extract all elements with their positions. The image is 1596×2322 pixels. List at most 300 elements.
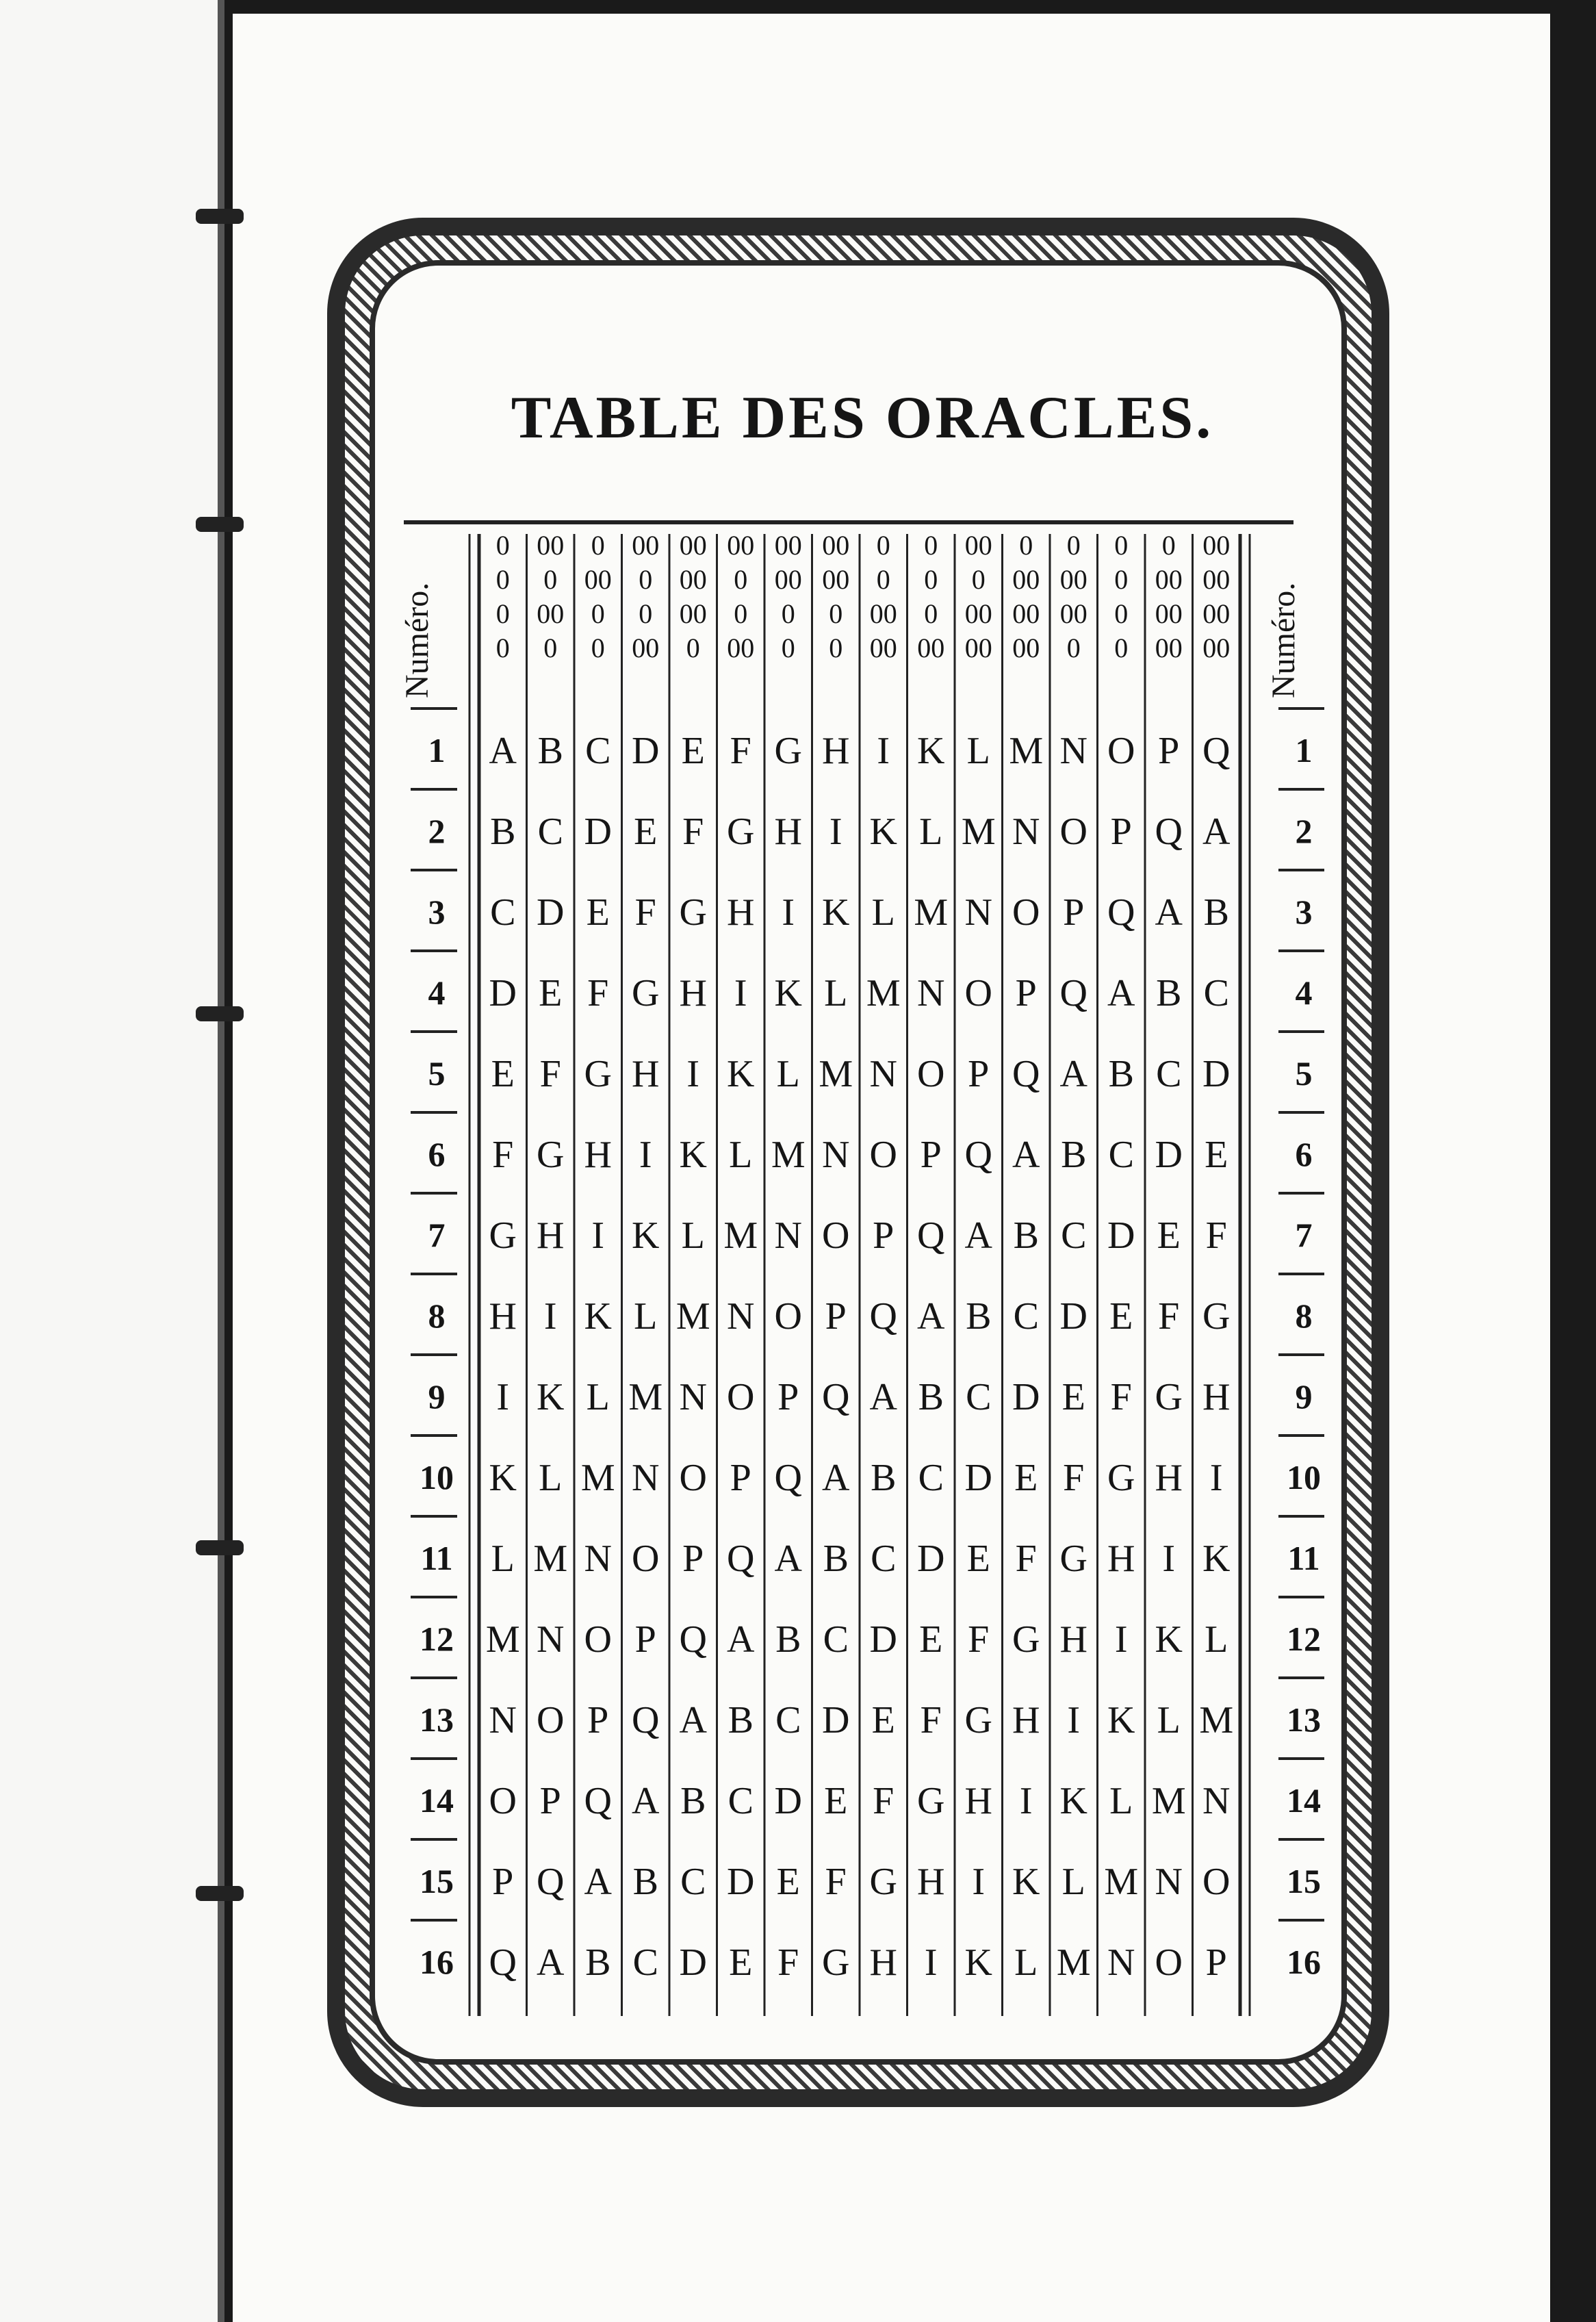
- table-cell: D: [1202, 1053, 1231, 1095]
- table-cell: H: [964, 1780, 992, 1822]
- table-cell: Q: [869, 1295, 897, 1338]
- code-cell: 0: [639, 598, 653, 629]
- table-cell: A: [917, 1295, 945, 1338]
- table-cell: N: [1155, 1861, 1183, 1903]
- code-cell: 0: [591, 633, 605, 663]
- table-cell: B: [585, 1941, 611, 1984]
- table-cell: K: [727, 1053, 755, 1095]
- table-cell: E: [1205, 1134, 1228, 1176]
- table-cell: H: [489, 1295, 517, 1338]
- table-cell: P: [920, 1134, 942, 1176]
- code-cell: 00: [917, 633, 945, 663]
- table-cell: A: [1059, 1053, 1087, 1095]
- table-cell: O: [584, 1618, 612, 1661]
- row-number-right: 12: [1287, 1620, 1321, 1658]
- table-cell: O: [1059, 811, 1087, 853]
- table-cell: M: [1104, 1861, 1139, 1903]
- table-cell: C: [1203, 972, 1229, 1015]
- table-cell: E: [1109, 1295, 1133, 1338]
- table-cell: K: [584, 1295, 612, 1338]
- table-cell: G: [727, 811, 755, 853]
- table-cell: I: [543, 1295, 557, 1338]
- row-number-right: 9: [1295, 1377, 1313, 1416]
- code-cell: 00: [727, 530, 755, 561]
- table-cell: I: [1067, 1699, 1081, 1742]
- row-number-right: 16: [1287, 1943, 1321, 1981]
- code-cell: 00: [679, 564, 707, 595]
- table-cell: G: [1155, 1376, 1183, 1418]
- code-cell: 00: [1202, 633, 1231, 663]
- code-cell: 0: [876, 530, 890, 561]
- table-cell: Q: [1012, 1053, 1040, 1095]
- table-cell: H: [1107, 1538, 1135, 1580]
- code-cell: 00: [869, 633, 897, 663]
- table-cell: E: [491, 1053, 515, 1095]
- table-cell: O: [1155, 1941, 1183, 1984]
- table-cell: N: [489, 1699, 517, 1742]
- row-number-right: 11: [1287, 1539, 1320, 1577]
- table-cell: K: [679, 1134, 707, 1176]
- table-cell: Q: [679, 1618, 707, 1661]
- row-number-right: 6: [1295, 1135, 1313, 1173]
- table-cell: I: [686, 1053, 700, 1095]
- code-cell: 0: [734, 564, 748, 595]
- table-cell: A: [489, 730, 517, 772]
- row-number-left: 8: [428, 1297, 446, 1335]
- table-cell: D: [822, 1699, 850, 1742]
- table-cell: C: [823, 1618, 849, 1661]
- table-cell: M: [914, 891, 949, 934]
- table-cell: L: [729, 1134, 753, 1176]
- table-cell: I: [1209, 1457, 1223, 1499]
- table-cell: L: [824, 972, 848, 1015]
- table-cell: H: [537, 1214, 565, 1257]
- table-cell: K: [537, 1376, 565, 1418]
- table-cell: I: [734, 972, 747, 1015]
- table-cell: F: [539, 1053, 561, 1095]
- table-cell: B: [632, 1861, 658, 1903]
- table-cell: E: [1157, 1214, 1181, 1257]
- table-cell: Q: [774, 1457, 802, 1499]
- code-cell: 00: [1155, 633, 1183, 663]
- table-cell: Q: [1202, 730, 1231, 772]
- code-cell: 00: [1202, 598, 1231, 629]
- code-cell: 00: [774, 530, 802, 561]
- table-cell: G: [917, 1780, 945, 1822]
- table-cell: D: [1107, 1214, 1135, 1257]
- table-cell: M: [675, 1295, 710, 1338]
- table-cell: K: [1107, 1699, 1135, 1742]
- table-cell: D: [537, 891, 565, 934]
- table-cell: B: [1108, 1053, 1134, 1095]
- code-cell: 0: [1019, 530, 1033, 561]
- table-cell: F: [1158, 1295, 1180, 1338]
- table-cell: Q: [1059, 972, 1087, 1015]
- code-cell: 0: [543, 564, 558, 595]
- table-cell: E: [871, 1699, 895, 1742]
- table-cell: M: [1151, 1780, 1186, 1822]
- table-cell: P: [825, 1295, 847, 1338]
- table-cell: K: [917, 730, 945, 772]
- table-cell: H: [1012, 1699, 1040, 1742]
- code-cell: 00: [869, 598, 897, 629]
- table-cell: L: [1157, 1699, 1181, 1742]
- table-cell: C: [632, 1941, 658, 1984]
- table-cell: Q: [489, 1941, 517, 1984]
- table-cell: K: [632, 1214, 660, 1257]
- code-cell: 00: [822, 530, 850, 561]
- table-cell: C: [680, 1861, 706, 1903]
- table-cell: I: [1162, 1538, 1176, 1580]
- table-cell: O: [822, 1214, 850, 1257]
- code-cell: 0: [924, 598, 938, 629]
- table-cell: O: [964, 972, 992, 1015]
- code-cell: 0: [829, 598, 843, 629]
- table-cell: Q: [727, 1538, 755, 1580]
- table-cell: F: [825, 1861, 847, 1903]
- table-cell: H: [917, 1861, 945, 1903]
- table-cell: P: [1205, 1941, 1227, 1984]
- table-cell: B: [1013, 1214, 1039, 1257]
- table-cell: F: [730, 730, 751, 772]
- row-number-right: 3: [1295, 893, 1313, 931]
- table-cell: A: [869, 1376, 897, 1418]
- row-number-right: 15: [1287, 1862, 1321, 1900]
- table-cell: K: [822, 891, 850, 934]
- table-cell: H: [727, 891, 755, 934]
- code-cell: 00: [1059, 564, 1087, 595]
- table-cell: E: [586, 891, 610, 934]
- table-cell: P: [1015, 972, 1037, 1015]
- table-cell: G: [537, 1134, 565, 1176]
- table-cell: N: [537, 1618, 565, 1661]
- table-cell: O: [1012, 891, 1040, 934]
- table-cell: F: [968, 1618, 990, 1661]
- code-cell: 00: [1155, 598, 1183, 629]
- table-cell: G: [632, 972, 660, 1015]
- table-cell: I: [639, 1134, 652, 1176]
- code-cell: 00: [679, 530, 707, 561]
- code-cell: 0: [495, 530, 510, 561]
- table-cell: E: [776, 1861, 800, 1903]
- table-cell: B: [490, 811, 516, 853]
- table-cell: C: [871, 1538, 897, 1580]
- table-cell: D: [869, 1618, 897, 1661]
- code-cell: 0: [591, 530, 605, 561]
- table-cell: P: [777, 1376, 799, 1418]
- table-cell: C: [1108, 1134, 1134, 1176]
- table-cell: G: [679, 891, 707, 934]
- table-cell: D: [774, 1780, 802, 1822]
- table-cell: L: [871, 891, 895, 934]
- row-number-left: 2: [428, 812, 446, 850]
- row-number-right: 2: [1295, 812, 1313, 850]
- table-cell: O: [869, 1134, 897, 1176]
- code-cell: 00: [632, 530, 660, 561]
- table-cell: M: [961, 811, 996, 853]
- row-number-left: 6: [428, 1135, 446, 1173]
- table-cell: N: [964, 891, 992, 934]
- table-cell: G: [1202, 1295, 1231, 1338]
- table-cell: A: [632, 1780, 660, 1822]
- code-cell: 00: [822, 564, 850, 595]
- table-cell: E: [1061, 1376, 1085, 1418]
- code-cell: 00: [1012, 598, 1040, 629]
- table-cell: A: [537, 1941, 565, 1984]
- table-cell: D: [1155, 1134, 1183, 1176]
- code-cell: 00: [1059, 598, 1087, 629]
- row-number-right: 1: [1295, 731, 1313, 769]
- table-cell: G: [1107, 1457, 1135, 1499]
- code-cell: 00: [537, 530, 565, 561]
- table-cell: L: [681, 1214, 705, 1257]
- table-cell: N: [727, 1295, 755, 1338]
- table-cell: D: [1012, 1376, 1040, 1418]
- row-number-left: 13: [420, 1700, 454, 1739]
- code-cell: 0: [734, 598, 748, 629]
- table-cell: O: [917, 1053, 945, 1095]
- table-cell: D: [727, 1861, 755, 1903]
- row-number-left: 5: [428, 1054, 446, 1093]
- table-cell: N: [679, 1376, 707, 1418]
- table-cell: D: [964, 1457, 992, 1499]
- table-cell: C: [1156, 1053, 1182, 1095]
- table-cell: P: [1110, 811, 1132, 853]
- code-cell: 0: [495, 598, 510, 629]
- table-cell: L: [586, 1376, 610, 1418]
- table-cell: P: [1063, 891, 1085, 934]
- table-cell: K: [1202, 1538, 1231, 1580]
- table-cell: M: [1009, 730, 1044, 772]
- code-cell: 0: [591, 598, 605, 629]
- table-cell: I: [591, 1214, 605, 1257]
- table-cell: O: [489, 1780, 517, 1822]
- table-cell: G: [489, 1214, 517, 1257]
- table-cell: C: [728, 1780, 754, 1822]
- table-cell: O: [727, 1376, 755, 1418]
- table-cell: Q: [822, 1376, 850, 1418]
- row-number-left: 7: [428, 1216, 446, 1254]
- row-number-right: 7: [1295, 1216, 1313, 1254]
- table-cell: O: [632, 1538, 660, 1580]
- table-cell: E: [681, 730, 705, 772]
- table-cell: Q: [537, 1861, 565, 1903]
- row-number-right: 5: [1295, 1054, 1313, 1093]
- table-cell: L: [1061, 1861, 1085, 1903]
- table-cell: H: [822, 730, 850, 772]
- table-cell: H: [774, 811, 802, 853]
- column-label-right: Numéro.: [1265, 582, 1302, 698]
- table-cell: B: [871, 1457, 897, 1499]
- table-cell: A: [774, 1538, 802, 1580]
- row-number-left: 15: [420, 1862, 454, 1900]
- table-cell: Q: [1107, 891, 1135, 934]
- table-cell: C: [775, 1699, 801, 1742]
- table-cell: A: [584, 1861, 612, 1903]
- row-number-left: 10: [420, 1458, 454, 1496]
- code-cell: 0: [924, 564, 938, 595]
- row-number-right: 13: [1287, 1700, 1321, 1739]
- table-cell: A: [1155, 891, 1183, 934]
- table-cell: F: [492, 1134, 514, 1176]
- table-cell: H: [632, 1053, 660, 1095]
- table-cell: M: [1056, 1941, 1091, 1984]
- table-cell: C: [1013, 1295, 1039, 1338]
- table-cell: B: [1156, 972, 1182, 1015]
- code-cell: 0: [781, 633, 795, 663]
- table-cell: G: [774, 730, 802, 772]
- code-cell: 00: [964, 530, 992, 561]
- code-cell: 0: [1066, 530, 1081, 561]
- table-cell: K: [1059, 1780, 1087, 1822]
- table-cell: L: [634, 1295, 658, 1338]
- table-cell: N: [1012, 811, 1040, 853]
- row-number-left: 16: [420, 1943, 454, 1981]
- row-number-left: 9: [428, 1377, 446, 1416]
- page-title: TABLE DES ORACLES.: [511, 385, 1214, 451]
- table-cell: N: [822, 1134, 850, 1176]
- table-cell: I: [877, 730, 890, 772]
- row-number-right: 10: [1287, 1458, 1321, 1496]
- table-cell: M: [628, 1376, 663, 1418]
- table-cell: H: [1155, 1457, 1183, 1499]
- table-cell: F: [777, 1941, 799, 1984]
- table-cell: I: [1019, 1780, 1033, 1822]
- table-cell: B: [680, 1780, 706, 1822]
- table-cell: P: [730, 1457, 751, 1499]
- table-cell: G: [1059, 1538, 1087, 1580]
- code-cell: 00: [1012, 564, 1040, 595]
- table-cell: P: [682, 1538, 704, 1580]
- table-cell: F: [1063, 1457, 1085, 1499]
- table-cell: N: [1202, 1780, 1231, 1822]
- table-cell: L: [1014, 1941, 1038, 1984]
- code-cell: 0: [876, 564, 890, 595]
- code-cell: 0: [1114, 598, 1129, 629]
- table-cell: K: [774, 972, 802, 1015]
- table-cell: L: [919, 811, 943, 853]
- table-cell: L: [776, 1053, 800, 1095]
- code-cell: 0: [495, 633, 510, 663]
- code-cell: 0: [781, 598, 795, 629]
- table-cell: I: [782, 891, 795, 934]
- table-cell: O: [679, 1457, 707, 1499]
- table-cell: N: [1107, 1941, 1135, 1984]
- table-cell: G: [964, 1699, 992, 1742]
- table-cell: I: [972, 1861, 986, 1903]
- column-label-left: Numéro.: [399, 582, 435, 698]
- row-number-left: 3: [428, 893, 446, 931]
- table-cell: O: [537, 1699, 565, 1742]
- table-cell: L: [1109, 1780, 1133, 1822]
- table-cell: A: [727, 1618, 755, 1661]
- table-cell: N: [869, 1053, 897, 1095]
- table-cell: Q: [964, 1134, 992, 1176]
- code-cell: 00: [1155, 564, 1183, 595]
- table-cell: H: [679, 972, 707, 1015]
- table-cell: G: [869, 1861, 897, 1903]
- table-cell: F: [873, 1780, 894, 1822]
- table-cell: P: [968, 1053, 990, 1095]
- table-cell: Q: [917, 1214, 945, 1257]
- table-cell: F: [682, 811, 704, 853]
- table-cell: D: [1059, 1295, 1087, 1338]
- table-cell: B: [823, 1538, 849, 1580]
- table-cell: K: [869, 811, 897, 853]
- code-cell: 0: [543, 633, 558, 663]
- table-cell: D: [489, 972, 517, 1015]
- table-cell: B: [775, 1618, 801, 1661]
- code-cell: 00: [584, 564, 612, 595]
- row-number-left: 11: [420, 1539, 453, 1577]
- table-cell: N: [774, 1214, 802, 1257]
- table-cell: C: [537, 811, 563, 853]
- table-cell: K: [1012, 1861, 1040, 1903]
- code-cell: 00: [679, 598, 707, 629]
- code-cell: 00: [1202, 530, 1231, 561]
- code-cell: 0: [1114, 564, 1129, 595]
- table-cell: E: [729, 1941, 753, 1984]
- code-cell: 00: [537, 598, 565, 629]
- code-cell: 00: [964, 598, 992, 629]
- table-cell: A: [964, 1214, 992, 1257]
- table-cell: A: [822, 1457, 850, 1499]
- table-cell: N: [1059, 730, 1087, 772]
- table-cell: G: [584, 1053, 612, 1095]
- table-cell: N: [917, 972, 945, 1015]
- table-cell: E: [1014, 1457, 1038, 1499]
- table-cell: P: [587, 1699, 609, 1742]
- table-cell: B: [537, 730, 563, 772]
- row-number-left: 1: [428, 731, 446, 769]
- table-cell: E: [539, 972, 563, 1015]
- row-number-left: 4: [428, 973, 446, 1012]
- table-cell: N: [584, 1538, 612, 1580]
- table-cell: F: [587, 972, 609, 1015]
- code-cell: 00: [774, 564, 802, 595]
- table-cell: O: [1107, 730, 1135, 772]
- table-cell: C: [966, 1376, 992, 1418]
- table-cell: K: [964, 1941, 992, 1984]
- table-cell: H: [1059, 1618, 1087, 1661]
- table-cell: A: [1202, 811, 1231, 853]
- table-cell: E: [824, 1780, 848, 1822]
- table-cell: M: [533, 1538, 568, 1580]
- table-cell: G: [822, 1941, 850, 1984]
- table-cell: F: [634, 891, 656, 934]
- table-cell: I: [829, 811, 842, 853]
- row-number-right: 8: [1295, 1297, 1313, 1335]
- table-cell: A: [1107, 972, 1135, 1015]
- table-cell: C: [490, 891, 516, 934]
- table-cell: D: [917, 1538, 945, 1580]
- table-cell: G: [1012, 1618, 1040, 1661]
- table-cell: C: [585, 730, 611, 772]
- table-cell: B: [1203, 891, 1229, 934]
- table-cell: Q: [584, 1780, 612, 1822]
- code-cell: 00: [632, 633, 660, 663]
- table-cell: F: [1015, 1538, 1037, 1580]
- table-cell: M: [1199, 1699, 1234, 1742]
- row-number-left: 12: [420, 1620, 454, 1658]
- code-cell: 00: [964, 633, 992, 663]
- table-cell: P: [492, 1861, 514, 1903]
- table-cell: B: [728, 1699, 754, 1742]
- table-cell: B: [918, 1376, 944, 1418]
- table-cell: F: [920, 1699, 942, 1742]
- table-cell: L: [1205, 1618, 1228, 1661]
- table-cell: K: [1155, 1618, 1183, 1661]
